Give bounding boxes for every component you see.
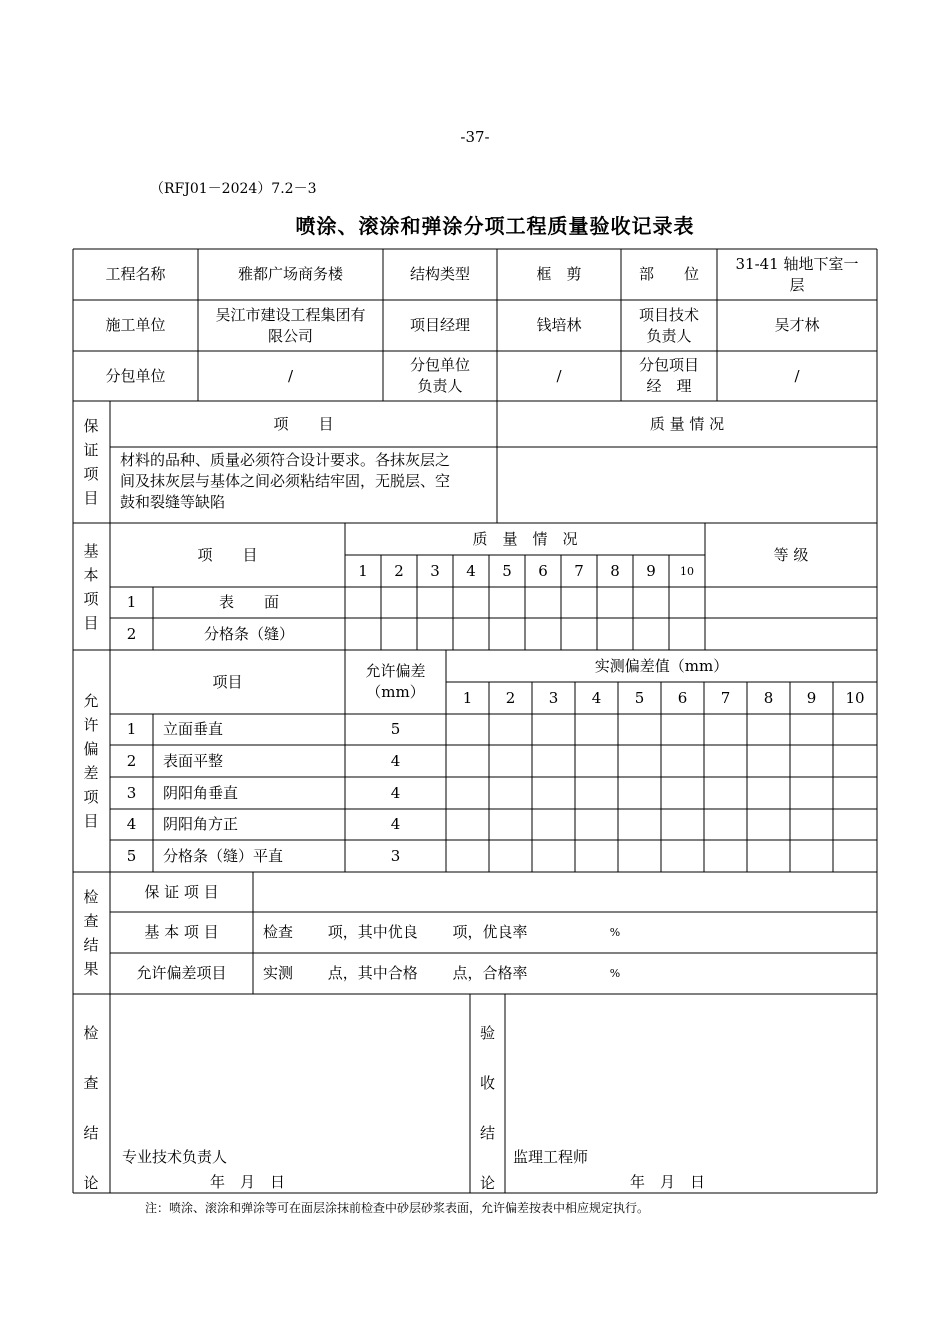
sub-pm-label-line-1: 分包项目 (638, 356, 699, 374)
basic-col-header: 6 (538, 561, 548, 580)
tolerance-row-name: 阴阳角方正 (163, 815, 239, 833)
tolerance-col-header: 3 (548, 688, 559, 707)
basic-col-header: 5 (502, 561, 512, 580)
project-name-value: 雅都广场商务楼 (237, 265, 343, 283)
sub-lead-value: / (556, 366, 562, 385)
tolerance-row-no: 3 (126, 783, 137, 802)
tolerance-col-header: 6 (677, 688, 688, 707)
guarantee-section-label (73, 414, 109, 510)
accept-label-char: 验 (479, 1024, 495, 1042)
contractor-value (198, 300, 383, 351)
guarantee-item-header: 项 目 (273, 414, 334, 433)
basic-row-name: 表 面 (218, 593, 279, 611)
basic-item-header: 项 目 (197, 545, 258, 564)
tech-lead-value: 吴才林 (774, 316, 820, 334)
tolerance-label-char: 目 (83, 812, 99, 830)
check-date: 年 月 日 (210, 1172, 286, 1191)
basic-label-char: 本 (83, 566, 99, 584)
tolerance-row-no: 4 (126, 815, 137, 833)
guarantee-label-char: 目 (83, 489, 99, 507)
basic-col-header: 10 (680, 564, 694, 578)
basic-col-header: 8 (610, 561, 620, 580)
basic-col-header: 7 (574, 561, 584, 580)
guarantee-item-line-2: 间及抹灰层与基体之间必须粘结牢固，无脱层、空 (120, 472, 451, 490)
tolerance-label-char: 偏 (83, 740, 99, 758)
result-tolerance-label: 允许偏差项目 (136, 964, 227, 982)
guarantee-label-char: 项 (83, 465, 99, 483)
contractor-label: 施工单位 (105, 316, 166, 334)
supervisor-signature-label: 监理工程师 (513, 1147, 589, 1166)
tolerance-label-char: 项 (83, 788, 99, 806)
tolerance-row-allow: 5 (390, 720, 401, 738)
contractor-line-1: 吴江市建设工程集团有 (215, 305, 366, 324)
location-value (717, 249, 877, 300)
tolerance-col-header: 7 (720, 688, 731, 707)
form-code: （RFJ01－2024）7.2－3 (150, 181, 317, 197)
sub-unit-label: 分包单位 (105, 366, 166, 385)
tolerance-item-header: 项目 (212, 672, 243, 691)
tolerance-row-no: 1 (126, 720, 137, 738)
basic-col-header: 9 (646, 561, 656, 580)
tolerance-allow-header-line-1: 允许偏差 (365, 662, 426, 680)
accept-label-char: 论 (479, 1174, 495, 1192)
tolerance-row-no: 2 (126, 751, 137, 770)
footnote: 注：喷涂、滚涂和弹涂等可在面层涂抹前检查中砂层砂浆表面，允许偏差按表中相应规定执行。 (145, 1201, 650, 1215)
location-line-1: 31-41 轴地下室一 (735, 254, 859, 273)
result-basic-label: 基 本 项 目 (144, 923, 219, 941)
tolerance-section-label (73, 689, 109, 833)
tolerance-row-name: 表面平整 (163, 751, 224, 770)
acceptance-conclusion-label (470, 1008, 505, 1208)
project-manager-value: 钱培林 (536, 316, 582, 334)
tolerance-col-header: 10 (845, 688, 865, 707)
tolerance-col-header: 1 (462, 688, 473, 707)
tolerance-label-char: 许 (83, 716, 99, 734)
basic-quality-header: 质 量 情 况 (472, 529, 578, 548)
basic-col-header: 4 (466, 561, 476, 580)
tolerance-label-char: 允 (83, 692, 99, 710)
structure-type-value: 框 剪 (536, 265, 582, 283)
sub-lead-label (383, 351, 497, 401)
tolerance-row-name: 立面垂直 (163, 720, 224, 738)
basic-col-header: 1 (358, 561, 368, 580)
basic-row-no: 1 (126, 593, 137, 611)
contractor-line-2: 限公司 (267, 326, 313, 345)
result-label-char: 结 (83, 936, 99, 954)
check-conclusion-label (73, 1008, 109, 1208)
accept-label-char: 收 (479, 1074, 495, 1092)
check-label-char: 查 (83, 1074, 99, 1092)
basic-grade-header: 等 级 (773, 545, 809, 564)
tech-lead-label-line-1: 项目技术 (638, 305, 699, 324)
basic-section-label (73, 539, 109, 635)
tech-lead-label-line-2: 负责人 (646, 326, 692, 345)
check-label-char: 结 (83, 1124, 99, 1142)
result-basic-text: 检查 项，其中优良 项，优良率 (263, 923, 528, 941)
sub-lead-label-line-1: 分包单位 (409, 356, 470, 374)
check-label-char: 论 (83, 1174, 99, 1192)
tolerance-row-allow: 3 (390, 846, 401, 865)
tolerance-col-header: 8 (763, 688, 774, 707)
tolerance-row-no: 5 (126, 846, 137, 865)
guarantee-item-line-3: 鼓和裂缝等缺陷 (120, 493, 226, 511)
guarantee-item-text (110, 450, 497, 522)
basic-label-char: 目 (83, 614, 99, 632)
result-tolerance-percent: % (609, 967, 621, 980)
result-basic-percent: % (609, 926, 621, 939)
tolerance-col-header: 9 (806, 688, 817, 707)
sub-pm-label-line-2: 经 理 (646, 377, 692, 395)
accept-label-char: 结 (479, 1124, 495, 1142)
tolerance-allow-header-line-2: （mm） (366, 683, 425, 701)
result-label-char: 检 (83, 888, 99, 906)
result-label-char: 查 (83, 912, 99, 930)
result-label-char: 果 (83, 960, 99, 978)
tolerance-col-header: 4 (591, 688, 602, 707)
project-manager-label: 项目经理 (409, 316, 470, 334)
check-label-char: 检 (83, 1024, 99, 1042)
tolerance-row-name: 分格条（缝）平直 (163, 846, 284, 865)
sub-pm-value: / (794, 366, 800, 385)
tolerance-row-name: 阴阳角垂直 (163, 783, 239, 802)
basic-label-char: 项 (83, 590, 99, 608)
structure-type-label: 结构类型 (409, 265, 470, 283)
form-title: 喷涂、滚涂和弹涂分项工程质量验收记录表 (295, 214, 695, 238)
guarantee-label-char: 保 (83, 417, 99, 435)
basic-row-no: 2 (126, 624, 137, 643)
guarantee-label-char: 证 (83, 441, 99, 459)
sub-unit-value: / (287, 366, 294, 385)
result-tolerance-text: 实测 点，其中合格 点，合格率 (263, 964, 528, 982)
tolerance-col-header: 2 (505, 688, 516, 707)
result-section-label (73, 885, 109, 981)
location-label: 部 位 (638, 265, 699, 283)
location-line-2: 层 (789, 275, 805, 294)
tolerance-label-char: 差 (83, 764, 99, 782)
tolerance-row-allow: 4 (390, 783, 401, 802)
basic-col-header: 2 (394, 561, 404, 580)
basic-label-char: 基 (83, 542, 99, 560)
project-name-label: 工程名称 (105, 265, 166, 283)
result-guarantee-label: 保 证 项 目 (144, 882, 219, 901)
tech-lead-label (621, 300, 717, 351)
basic-col-header: 3 (430, 561, 440, 580)
tolerance-allow-header (345, 650, 446, 714)
tolerance-row-allow: 4 (390, 751, 401, 770)
guarantee-item-line-1: 材料的品种、质量必须符合设计要求。各抹灰层之 (120, 451, 451, 469)
tolerance-row-allow: 4 (390, 815, 401, 833)
tech-lead-signature-label: 专业技术负责人 (122, 1147, 228, 1166)
accept-date: 年 月 日 (630, 1172, 706, 1191)
sub-pm-label (621, 351, 717, 401)
tolerance-col-header: 5 (634, 688, 645, 707)
basic-row-name: 分格条（缝） (203, 624, 294, 643)
sub-lead-label-line-2: 负责人 (417, 377, 463, 395)
guarantee-quality-header: 质 量 情 况 (649, 414, 725, 433)
page-number: -37- (460, 128, 490, 146)
tolerance-measured-header: 实测偏差值（mm） (594, 656, 729, 675)
